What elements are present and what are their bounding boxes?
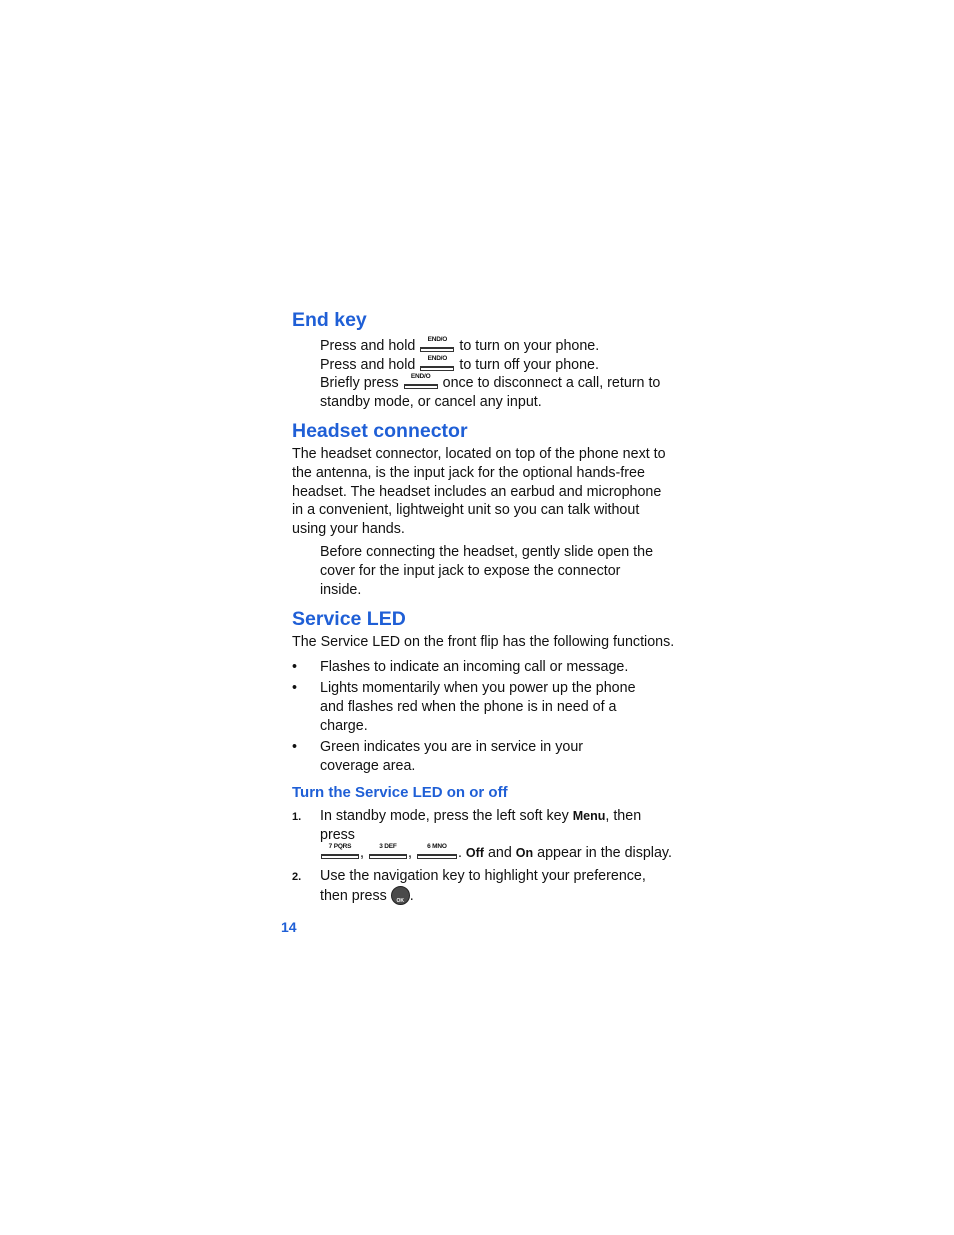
end-key-icon: END/O	[404, 375, 438, 390]
key-7-icon: 7 PQRS	[321, 845, 359, 860]
step-2: 2. Use the navigation key to highlight your preference, then press OK .	[292, 867, 672, 905]
key-3-icon: 3 DEF	[369, 845, 407, 860]
list-item: • Green indicates you are in service in your coverage area.	[292, 739, 584, 774]
end-key-body	[292, 337, 682, 411]
end-key-line-1: Press and hold END/O to turn on your phone.	[320, 336, 600, 354]
end-key-icon: END/O	[420, 338, 454, 353]
turn-led-steps	[292, 807, 672, 905]
end-key-icon: END/O	[420, 357, 454, 372]
manual-page-content	[292, 308, 682, 905]
end-key-line-3: Briefly press END/O once to disconnect a call, return to standby mode, or cancel any input.	[320, 373, 661, 410]
headset-note: Before connecting the headset, gently slide open the cover for the input jack to expose the connector inside.	[320, 544, 654, 598]
ok-button-icon	[391, 886, 410, 905]
end-key-heading: End key	[292, 309, 367, 331]
headset-heading: Headset connector	[292, 420, 468, 443]
page-number: 14	[281, 919, 297, 935]
service-led-heading: Service LED	[292, 608, 406, 631]
turn-led-heading: Turn the Service LED on or off	[292, 784, 508, 802]
service-led-intro: The Service LED on the front flip has the following functions.	[292, 634, 675, 651]
service-led-list	[292, 658, 662, 776]
list-item: • Lights momentarily when you power up the phone and flashes red when the phone is in need of a charge.	[292, 680, 636, 734]
headset-body: The headset connector, located on top of the phone next to the antenna, is the input jack for the optional hands-free headset. The headset includes an earbud and microphone in a convenient, lightweight unit so you can talk without using your hands.	[292, 446, 666, 537]
end-key-line-2: Press and hold END/O to turn off your phone.	[320, 354, 599, 373]
list-item: • Flashes to indicate an incoming call or message.	[292, 658, 629, 675]
key-6-icon: 6 MNO	[417, 845, 457, 860]
step-1: 1. In standby mode, press the left soft key Menu, then press 7 PQRS , 3 DEF , 6 MNO . Off and On appear in the display.	[292, 808, 672, 862]
